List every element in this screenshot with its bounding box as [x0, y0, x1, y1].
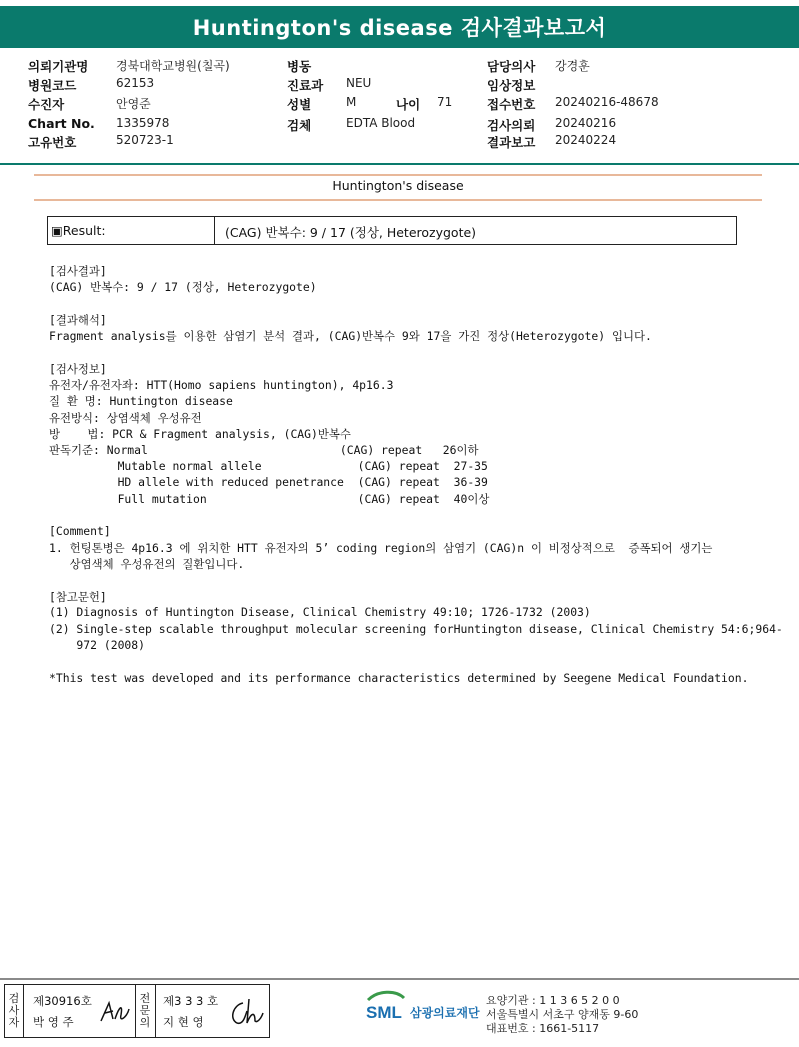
body-line: [Comment] — [49, 523, 111, 538]
signer1-license: 제30916호 — [33, 994, 92, 1008]
info-value: 520723-1 — [116, 133, 174, 147]
body-line: 1. 헌팅톤병은 4p16.3 에 위치한 HTT 유전자의 5’ coding region의 삼염기 (CAG)n 이 비정상적으로 증폭되어 생기는 — [49, 541, 713, 556]
logo-text: SML — [366, 1003, 402, 1022]
info-value: EDTA Blood — [346, 116, 416, 130]
body-line: [검사결과] — [49, 264, 107, 278]
body-line: 방 법: PCR & Fragment analysis, (CAG)반복수 — [49, 427, 351, 441]
signer1-signature-icon — [97, 997, 133, 1027]
body-line: (2) Single-step scalable throughput molecular screening forHuntington disease, Clinical Chemistry 54:6;964- — [49, 621, 783, 636]
body-line: (CAG) 반복수: 9 / 17 (정상, Heterozygote) — [49, 280, 317, 295]
info-label: 담당의사 — [487, 59, 536, 74]
org-phone: 대표번호 : 1661-5117 — [486, 1022, 600, 1035]
signer2-name: 지 현 영 — [163, 1015, 204, 1029]
body-line: *This test was developed and its performance characteristics determined by Seegene Medical Foundation. — [49, 670, 749, 685]
report-title: Huntington's disease 검사결과보고서 — [192, 16, 607, 40]
body-line: [참고문헌] — [49, 590, 107, 604]
signer2-role: 전문의 — [139, 992, 151, 1029]
signer2-signature-icon — [227, 995, 267, 1029]
signer1-role: 검사자 — [8, 992, 20, 1029]
info-value: 1335978 — [116, 116, 170, 130]
section-divider-top — [34, 174, 762, 176]
info-value: 경북대학교병원(칠곡) — [116, 59, 230, 73]
info-label: 병원코드 — [28, 78, 77, 93]
info-value: M — [346, 95, 357, 109]
body-line: Full mutation (CAG) repeat 40이상 — [49, 492, 490, 507]
body-line: 상염색체 우성유전의 질환입니다. — [49, 557, 245, 572]
signature-box — [4, 984, 270, 1038]
body-line: 질 환 명: Huntington disease — [49, 394, 233, 409]
result-box — [47, 216, 737, 245]
info-value: 안영준 — [116, 97, 151, 111]
org-address: 서울특별시 서초구 양재동 9-60 — [486, 1008, 639, 1021]
body-line: HD allele with reduced penetrance (CAG) repeat 36-39 — [49, 474, 488, 489]
info-value: 20240224 — [555, 133, 617, 147]
body-line: [결과해석] — [49, 312, 107, 327]
body-line: 유전자/유전자좌: HTT(Homo sapiens huntington), 4p16.3 — [49, 378, 394, 393]
result-label-cell — [48, 217, 215, 244]
signer2-license: 제3 3 3 호 — [163, 994, 219, 1008]
info-label: 결과보고 — [487, 135, 536, 150]
agency-code: 요양기관 : 1 1 3 6 5 2 0 0 — [486, 994, 620, 1007]
info-label: 진료과 — [287, 78, 324, 93]
info-label: 고유번호 — [28, 135, 77, 150]
result-value: (CAG) 반복수: 9 / 17 (정상, Heterozygote) — [225, 225, 477, 240]
body-line: 판독기준: Normal (CAG) repeat 26이하 — [49, 443, 479, 458]
info-value: 20240216-48678 — [555, 95, 659, 109]
info-label: Chart No. — [28, 116, 95, 131]
info-label: 의뢰기관명 — [28, 59, 89, 74]
sml-logo — [364, 988, 408, 1028]
footer-divider — [0, 978, 799, 980]
info-label: 검체 — [287, 118, 312, 133]
org-name: 삼광의료재단 — [410, 1006, 480, 1020]
info-value: NEU — [346, 76, 372, 90]
body-line: 972 (2008) — [49, 637, 146, 652]
body-line: Fragment analysis를 이용한 삼염기 분석 결과, (CAG)반복수 9와 17을 가진 정상(Heterozygote) 입니다. — [49, 329, 652, 344]
info-value: 62153 — [116, 76, 155, 90]
info-label: 검사의뢰 — [487, 118, 536, 133]
body-line: Mutable normal allele (CAG) repeat 27-35 — [49, 458, 488, 473]
age-value: 71 — [437, 95, 453, 109]
result-label: ▣Result: — [51, 223, 106, 238]
age-label: 나이 — [396, 97, 421, 112]
body-line: (1) Diagnosis of Huntington Disease, Clinical Chemistry 49:10; 1726-1732 (2003) — [49, 605, 591, 620]
body-line: 유전방식: 상염색체 우성유전 — [49, 410, 202, 425]
info-label: 임상정보 — [487, 78, 536, 93]
info-value: 20240216 — [555, 116, 617, 130]
info-label: 병동 — [287, 59, 312, 74]
section-title: Huntington's disease — [332, 178, 464, 193]
info-label: 성별 — [287, 97, 312, 112]
info-label: 접수번호 — [487, 97, 536, 112]
header-divider — [0, 163, 799, 165]
info-label: 수진자 — [28, 97, 65, 112]
body-line: [검사정보] — [49, 361, 107, 376]
signer1-name: 박 영 주 — [33, 1015, 74, 1029]
info-value: 강경훈 — [555, 59, 590, 73]
section-divider-bottom — [34, 199, 762, 201]
